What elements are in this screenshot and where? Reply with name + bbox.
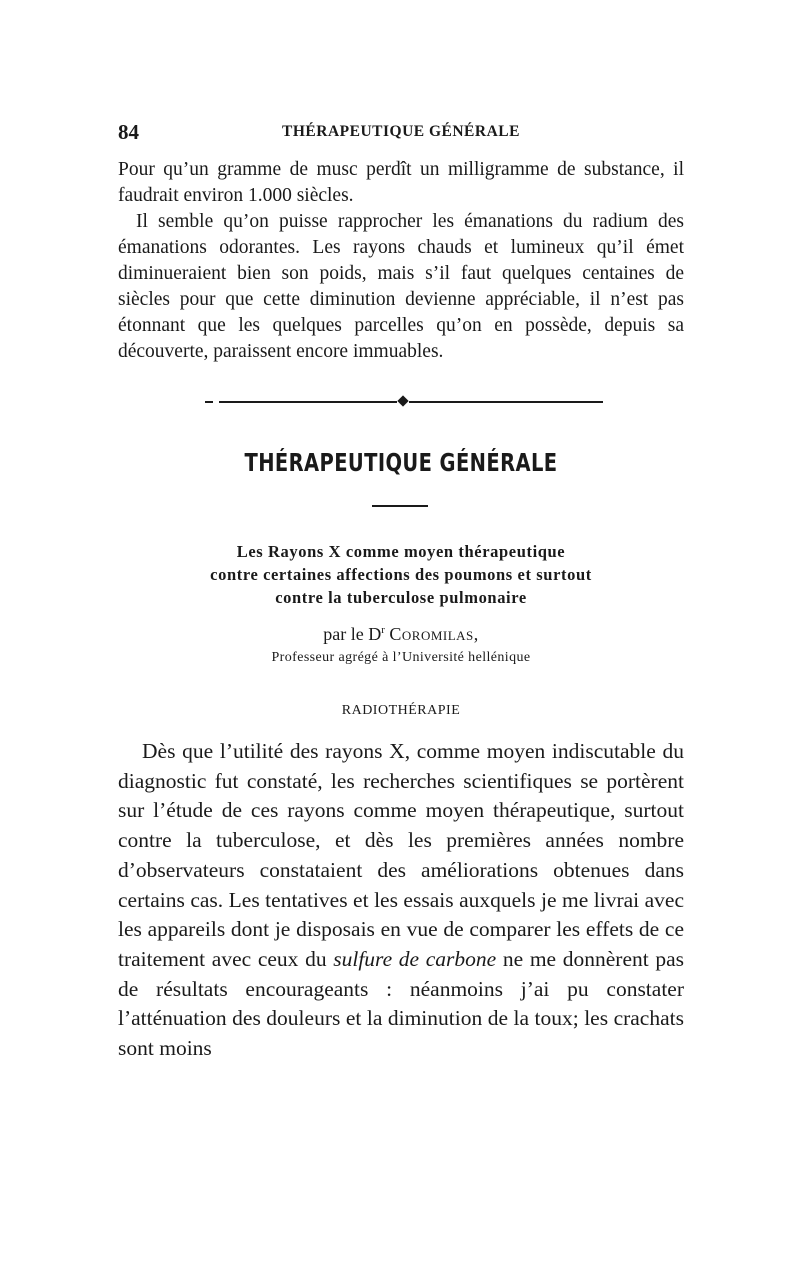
paragraph: Pour qu’un gramme de musc perdît un milligramme de substance, il faudrait environ 1.000 siècles. (118, 159, 684, 206)
running-title: THÉRAPEUTIQUE GÉNÉRALE (282, 123, 520, 140)
body-paragraph (118, 737, 684, 1064)
article-title (118, 540, 684, 609)
article-title-line: contre la tuberculose pulmonaire (275, 588, 527, 607)
byline-superscript: r (381, 624, 385, 636)
divider-rule-right (409, 401, 603, 403)
article-title-line: Les Rayons X comme moyen thérapeutique (236, 542, 566, 561)
article-title-line: contre certaines affections des poumons et surtout (210, 565, 592, 584)
body-text: Dès que l’utilité des rayons X, comme moyen indiscutable du diagnostic fut constaté, les recherches scientifiques se portèrent sur l’étude de ces rayons comme moyen thérapeutique, surtout contre la tuberculose, et dès les premières années nombre d’observateurs constataient des améliorations obtenues dans certains cas. Les tentatives et les essais auxquels je me livrai avec les appareils dont je disposais en vue de comparer les effets de ce traitement avec ceux du (118, 739, 684, 971)
section-title: THÉRAPEUTIQUE GÉNÉRALE (244, 448, 558, 477)
divider-rule-left-dash (205, 401, 213, 403)
title-underline (372, 505, 428, 507)
paragraph: Il semble qu’on puisse rapprocher les émanations du radium des émanations odorantes. Les rayons chauds et lumineux qu’il émet diminueraient bien son poids, mais s’il faut quelques centaines de siècles pour que cette diminution devienne appréciable, il n’est pas étonnant que les quelques parcelles qu’on en possède, depuis sa découverte, paraissent encore immuables. (118, 211, 684, 362)
divider-rule-left (219, 401, 397, 403)
article-body (118, 737, 684, 1064)
ornamental-divider (205, 395, 603, 409)
byline (118, 624, 684, 645)
running-head (118, 120, 684, 146)
byline-prefix: par le D (323, 624, 382, 644)
diamond-icon (397, 395, 408, 406)
author-affiliation: Professeur agrégé à l’Université hellénique (271, 650, 531, 665)
author-name: Coromilas, (389, 624, 479, 644)
page-number: 84 (118, 120, 139, 144)
subsection-heading: RADIOTHÉRAPIE (341, 703, 461, 718)
body-italic-term: sulfure de carbone (333, 946, 497, 971)
previous-article-text (118, 157, 684, 365)
body-text: ne me donnèrent pas de résultats encourageants : néanmoins j’ai pu constater l’atténuation des douleurs et la diminution de la toux; les crachats sont moins (118, 946, 685, 1061)
